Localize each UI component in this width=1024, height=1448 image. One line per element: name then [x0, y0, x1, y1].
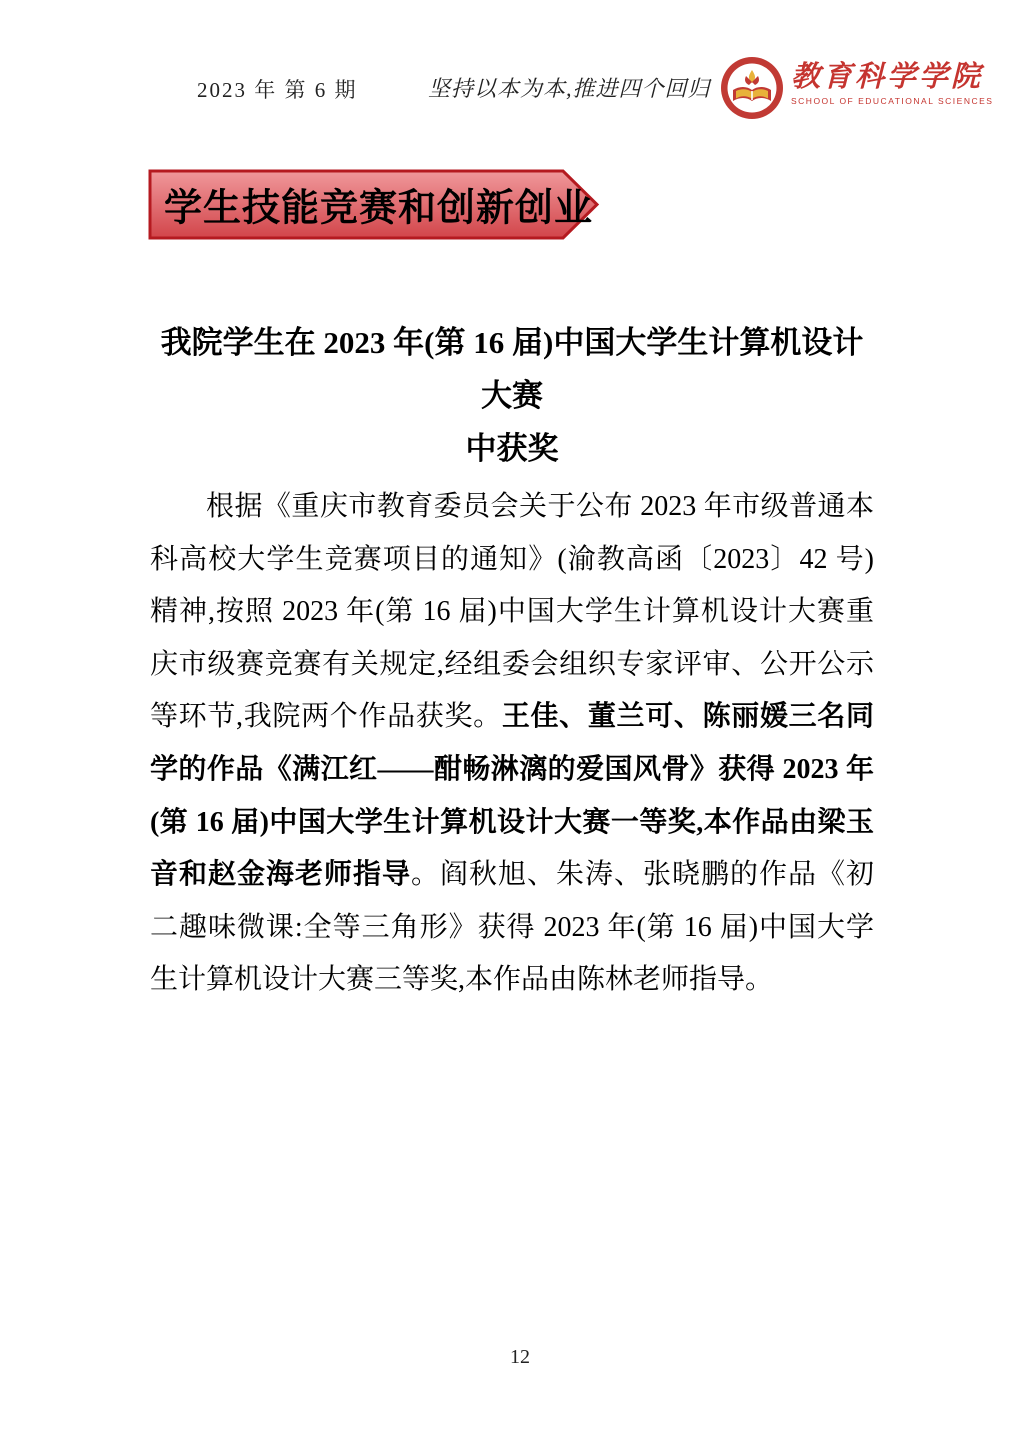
paragraph-award-bold-text: 王佳、董兰可、陈丽媛三名同学的作品《满江红——酣畅淋漓的爱国风骨》获得 2023 年(第 16 届)中国大学生计算机设计大赛一等奖,本作品由梁玉音和赵金海老师指导 [150, 701, 874, 891]
article-title-line2: 中获奖 [465, 431, 559, 466]
school-name: 教育科学学院 [791, 61, 984, 93]
banner-section-title: 学生技能竞赛和创新创业 [164, 186, 594, 229]
school-logo-text-block [791, 56, 993, 106]
header-slogan: 坚持以本为本,推进四个回归 [428, 76, 711, 101]
paragraph-text-1: 根据《重庆市教育委员会关于公布 2023 年市级普通本科高校大学生竞赛项目的通知》(渝教高函〔2023〕42 号)精神,按照 2023 年(第 16 届)中国大学生计算机设计大赛重庆市级赛竞赛有关规定,经组委会组织专家评审、公开公示等环节,我院两个作品获奖。 [150, 491, 874, 733]
paragraph-text-2: 。阎秋旭、朱涛、张晓鹏的作品《初二趣味微课:全等三角形》获得 2023 年(第 16 届)中国大学生计算机设计大赛三等奖,本作品由陈林老师指导。 [150, 859, 874, 996]
article-paragraph [150, 481, 874, 1007]
issue-label: 2023 年 第 6 期 [197, 78, 358, 102]
section-banner [148, 169, 600, 240]
school-logo-group [720, 56, 993, 120]
school-logo-icon [720, 56, 784, 120]
article-title [150, 316, 874, 475]
school-name-en: SCHOOL OF EDUCATIONAL SCIENCES [791, 96, 994, 106]
page-number: 12 [510, 1346, 530, 1368]
article-title-line1: 我院学生在 2023 年(第 16 届)中国大学生计算机设计大赛 [160, 325, 864, 413]
